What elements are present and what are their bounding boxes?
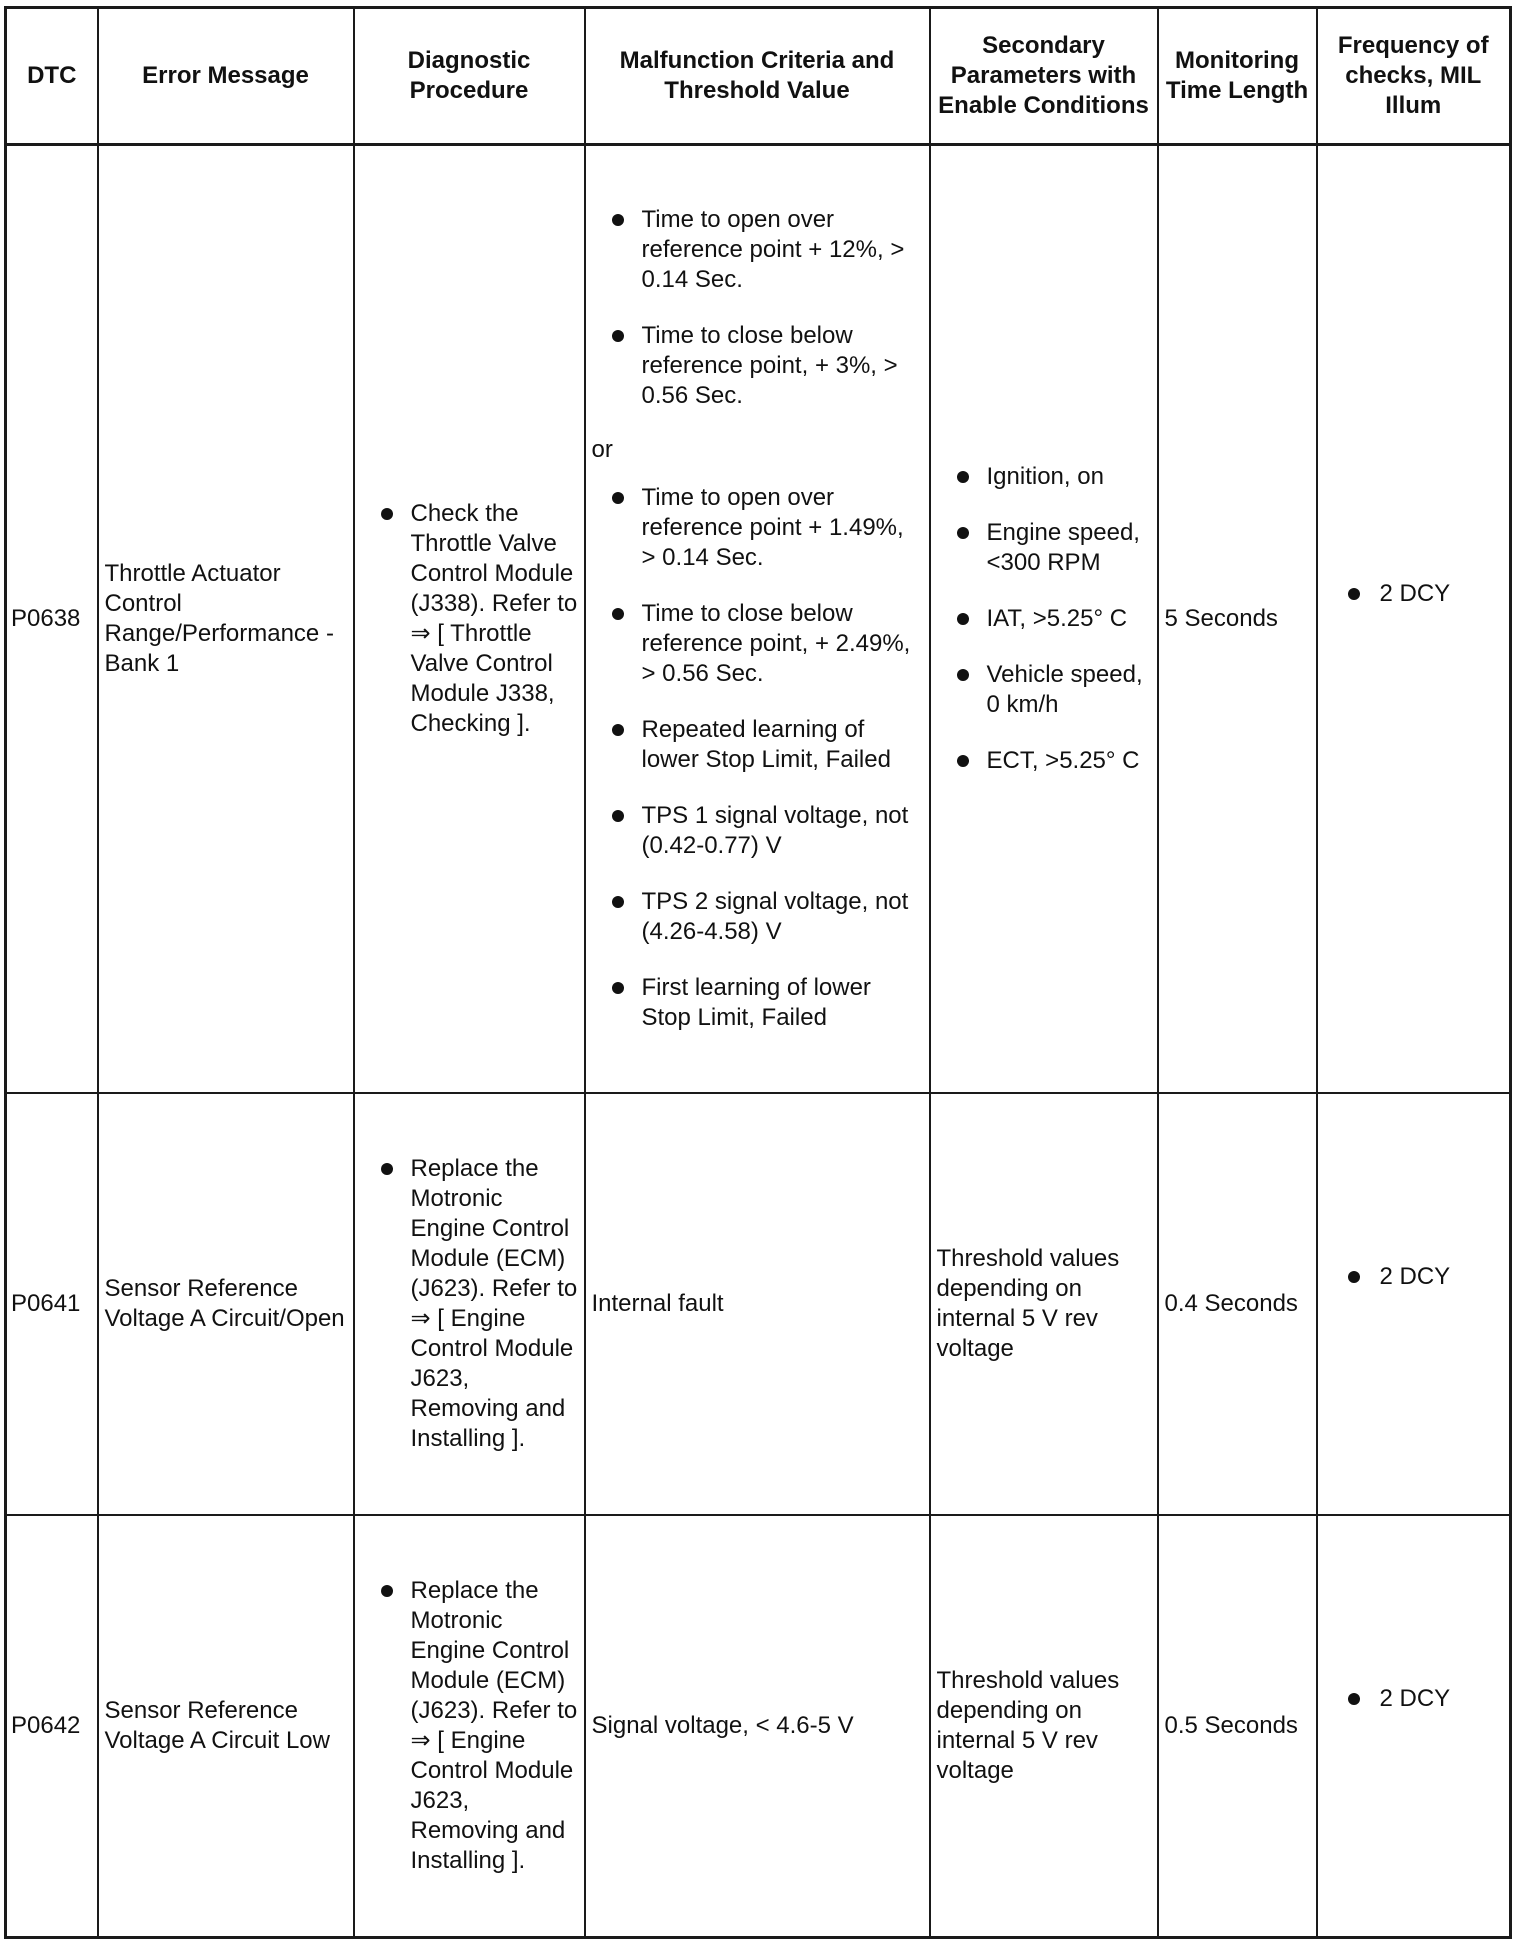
bullet-icon xyxy=(957,669,969,681)
list-item xyxy=(361,499,578,739)
header-diagnostic-procedure: Diagnostic Procedure xyxy=(354,8,585,145)
criteria-text: Time to open over reference point + 1.49%, > 0.14 Sec. xyxy=(641,484,904,571)
procedure-text: Check the Throttle Valve Control Module (J338). Refer to ⇒ [ Throttle Valve Control Module J338, Checking ]. xyxy=(410,500,578,737)
list-item xyxy=(592,205,923,295)
procedure-text: Replace the Motronic Engine Control Module (ECM) (J623). Refer to ⇒ [ Engine Control Module J623, Removing and Installing ]. xyxy=(410,1577,578,1874)
list-item xyxy=(937,660,1151,720)
malfunction-criteria xyxy=(585,145,930,1094)
bullet-icon xyxy=(612,724,624,736)
bullet-icon xyxy=(381,508,393,520)
list-item xyxy=(937,746,1151,776)
dtc-code: P0638 xyxy=(6,145,98,1094)
list-item xyxy=(937,462,1151,492)
diagnostic-procedure xyxy=(354,1515,585,1938)
list-item xyxy=(361,1154,578,1454)
monitoring-time: 0.5 Seconds xyxy=(1158,1515,1317,1938)
malfunction-criteria: Internal fault xyxy=(585,1093,930,1515)
list-item xyxy=(592,801,923,861)
list-item xyxy=(592,599,923,689)
bullet-icon xyxy=(612,608,624,620)
dtc-table xyxy=(4,6,1512,1939)
dtc-code: P0641 xyxy=(6,1093,98,1515)
list-item xyxy=(1324,579,1504,609)
list-item xyxy=(592,973,923,1033)
bullet-icon xyxy=(1348,1271,1360,1283)
parameter-text: Ignition, on xyxy=(986,463,1104,490)
criteria-text: Time to open over reference point + 12%, > 0.14 Sec. xyxy=(641,206,905,293)
list-item xyxy=(592,887,923,947)
criteria-text: First learning of lower Stop Limit, Failed xyxy=(641,974,871,1031)
bullet-icon xyxy=(957,471,969,483)
table-row xyxy=(6,145,1511,1094)
list-item xyxy=(937,604,1151,634)
list-item xyxy=(937,518,1151,578)
frequency xyxy=(1317,1515,1511,1938)
criteria-text: Time to close below reference point, + 3%, > 0.56 Sec. xyxy=(641,322,898,409)
list-item xyxy=(1324,1684,1504,1714)
bullet-icon xyxy=(381,1585,393,1597)
parameter-text: Vehicle speed, 0 km/h xyxy=(986,661,1143,718)
list-item xyxy=(592,321,923,411)
procedure-text: Replace the Motronic Engine Control Module (ECM) (J623). Refer to ⇒ [ Engine Control Module J623, Removing and Installing ]. xyxy=(410,1155,578,1452)
header-monitoring-time: Monitoring Time Length xyxy=(1158,8,1317,145)
criteria-list-a xyxy=(592,205,923,411)
error-message: Sensor Reference Voltage A Circuit Low xyxy=(98,1515,354,1938)
bullet-icon xyxy=(957,527,969,539)
criteria-list-b xyxy=(592,483,923,1033)
list-item xyxy=(592,483,923,573)
criteria-separator: or xyxy=(591,436,613,463)
malfunction-criteria: Signal voltage, < 4.6-5 V xyxy=(585,1515,930,1938)
frequency xyxy=(1317,145,1511,1094)
criteria-text: TPS 2 signal voltage, not (4.26-4.58) V xyxy=(641,888,909,945)
frequency-text: 2 DCY xyxy=(1379,1263,1451,1290)
header-row xyxy=(6,8,1511,145)
bullet-icon xyxy=(1348,1693,1360,1705)
criteria-text: Time to close below reference point, + 2.49%, > 0.56 Sec. xyxy=(641,600,911,687)
secondary-parameters: Threshold values depending on internal 5 V rev voltage xyxy=(930,1093,1158,1515)
dtc-table-page xyxy=(4,6,1509,1874)
header-dtc: DTC xyxy=(6,8,98,145)
header-frequency: Frequency of checks, MIL Illum xyxy=(1317,8,1511,145)
error-message: Throttle Actuator Control Range/Performance - Bank 1 xyxy=(98,145,354,1094)
monitoring-time: 0.4 Seconds xyxy=(1158,1093,1317,1515)
bullet-icon xyxy=(612,810,624,822)
bullet-icon xyxy=(957,755,969,767)
secondary-parameters: Threshold values depending on internal 5 V rev voltage xyxy=(930,1515,1158,1938)
frequency xyxy=(1317,1093,1511,1515)
parameter-text: Engine speed, <300 RPM xyxy=(986,519,1140,576)
criteria-text: Repeated learning of lower Stop Limit, Failed xyxy=(641,716,891,773)
bullet-icon xyxy=(612,330,624,342)
bullet-icon xyxy=(612,492,624,504)
secondary-parameters xyxy=(930,145,1158,1094)
diagnostic-procedure xyxy=(354,1093,585,1515)
header-secondary-parameters: Secondary Parameters with Enable Conditions xyxy=(930,8,1158,145)
table-row xyxy=(6,1515,1511,1938)
table-row xyxy=(6,1093,1511,1515)
criteria-text: TPS 1 signal voltage, not (0.42-0.77) V xyxy=(641,802,909,859)
parameter-text: IAT, >5.25° C xyxy=(986,605,1128,632)
frequency-text: 2 DCY xyxy=(1379,1685,1451,1712)
list-item xyxy=(361,1576,578,1876)
bullet-icon xyxy=(1348,588,1360,600)
bullet-icon xyxy=(612,214,624,226)
list-item xyxy=(1324,1262,1504,1292)
error-message: Sensor Reference Voltage A Circuit/Open xyxy=(98,1093,354,1515)
header-malfunction-criteria: Malfunction Criteria and Threshold Value xyxy=(585,8,930,145)
monitoring-time: 5 Seconds xyxy=(1158,145,1317,1094)
bullet-icon xyxy=(612,982,624,994)
frequency-text: 2 DCY xyxy=(1379,580,1451,607)
bullet-icon xyxy=(381,1163,393,1175)
bullet-icon xyxy=(957,613,969,625)
dtc-code: P0642 xyxy=(6,1515,98,1938)
header-error-message: Error Message xyxy=(98,8,354,145)
bullet-icon xyxy=(612,896,624,908)
diagnostic-procedure xyxy=(354,145,585,1094)
parameter-text: ECT, >5.25° C xyxy=(986,747,1140,774)
list-item xyxy=(592,715,923,775)
